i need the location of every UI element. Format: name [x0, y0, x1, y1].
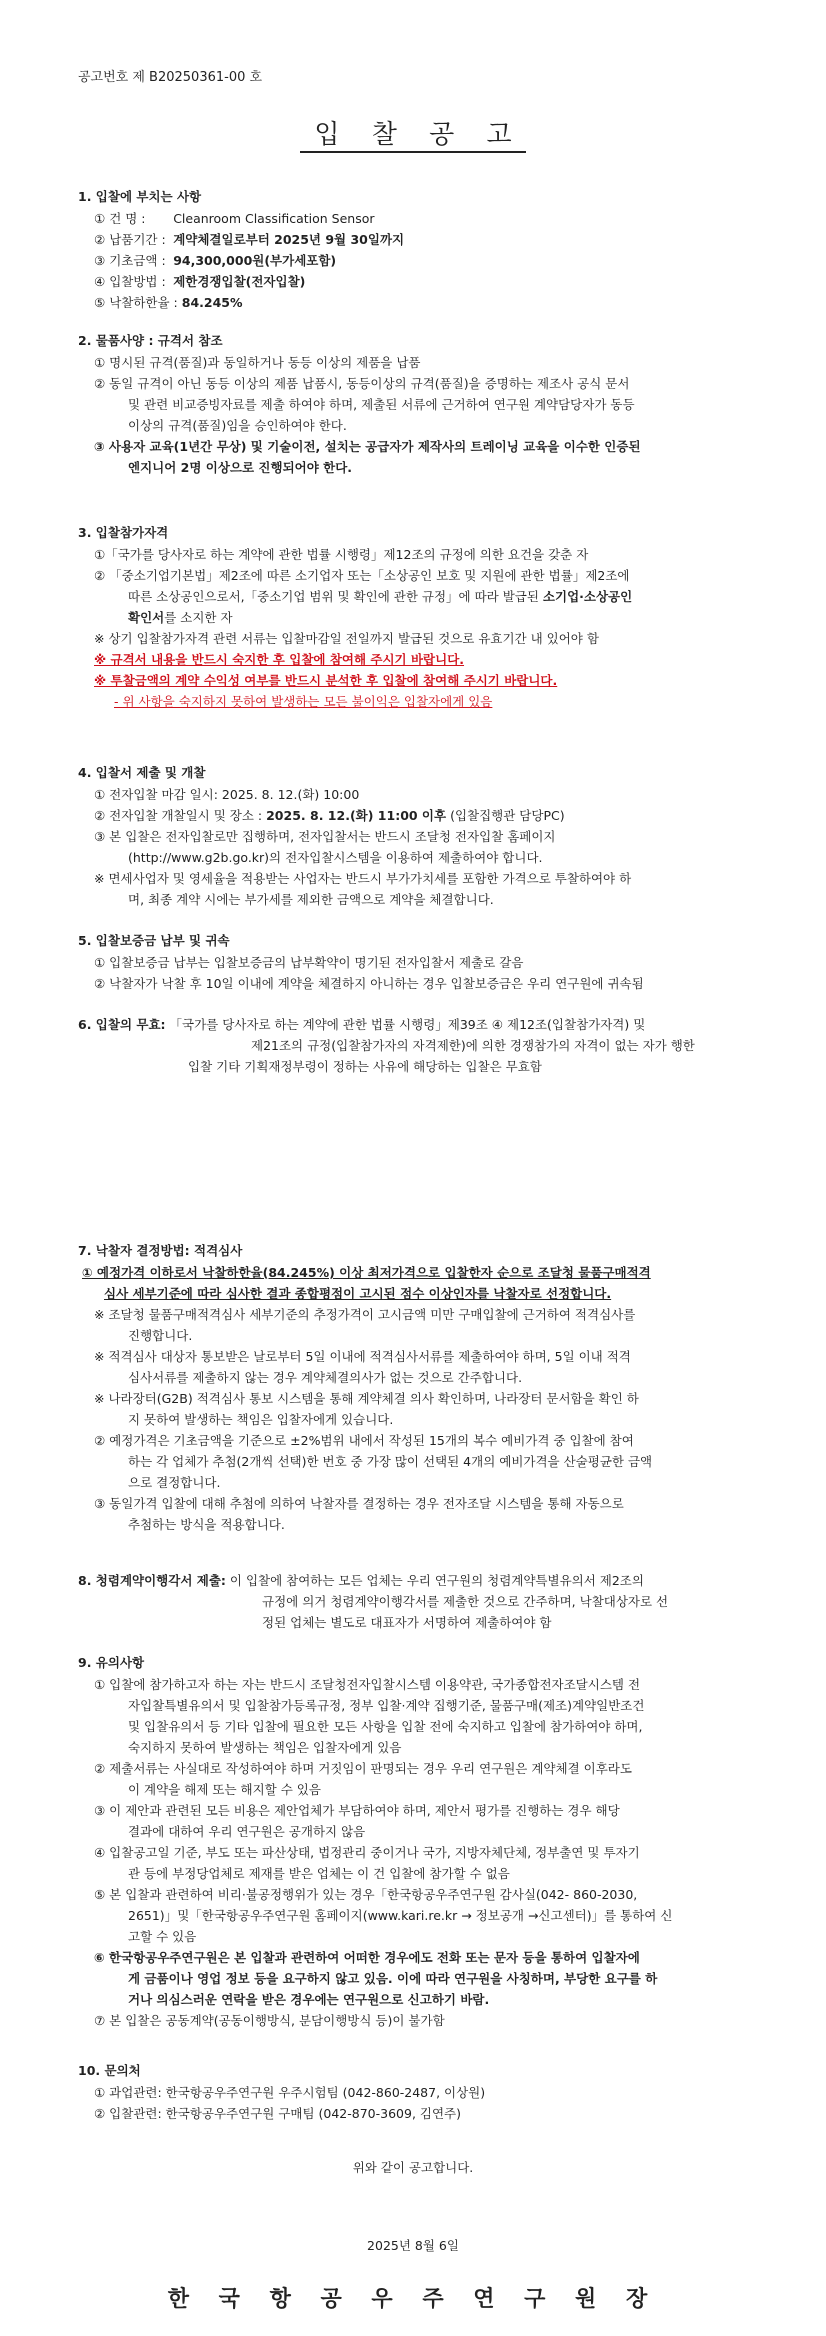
s8-line: 정된 업체는 별도로 대표자가 서명하여 제출하여야 함: [262, 1615, 552, 1630]
s9-line: 관 등에 부정당업체로 제재를 받은 업체는 이 건 입찰에 참가할 수 없음: [128, 1866, 510, 1881]
s9-line: 및 입찰유의서 등 기타 입찰에 필요한 모든 사항을 입찰 전에 숙지하고 입찰에 참가하여야 하며,: [128, 1719, 643, 1734]
section-2: [78, 330, 778, 478]
section-6: [78, 1014, 778, 1077]
s9-line: 자입찰특별유의서 및 입찰참가등록규정, 정부 입찰·계약 집행기준, 물품구매(제조)계약일반조건: [128, 1698, 645, 1713]
s7-line: ※ 나라장터(G2B) 적격심사 통보 시스템을 통해 계약체결 의사 확인하며, 나라장터 문서함을 확인 하: [94, 1391, 639, 1406]
s4-line: (http://www.g2b.go.kr)의 전자입찰시스템을 이용하여 제출하여야 합니다.: [128, 850, 543, 865]
s2-line: ③ 사용자 교육(1년간 무상) 및 기술이전, 설치는 공급자가 제작사의 트레이닝 교육을 이수한 인증된: [94, 439, 641, 454]
s8-line: 8. 청렴계약이행각서 제출: 이 입찰에 참여하는 모든 업체는 우리 연구원의 청렴계약특별유의서 제2조의: [78, 1573, 644, 1588]
notice-date: 2025년 8월 6일: [367, 2238, 459, 2253]
s7-line: 심사서류를 제출하지 않는 경우 계약체결의사가 없는 것으로 간주합니다.: [128, 1370, 523, 1385]
s8-line: 규정에 의거 청렴계약이행각서를 제출한 것으로 간주하며, 낙찰대상자로 선: [262, 1594, 669, 1609]
s2-line: ② 동일 규격이 아닌 동등 이상의 제품 납품시, 동등이상의 규격(품질)을 증명하는 제조사 공식 문서: [94, 376, 630, 391]
s7-line: ※ 적격심사 대상자 통보받은 날로부터 5일 이내에 적격심사서류를 제출하여야 하며, 5일 이내 적격: [94, 1349, 631, 1364]
s3-line: 따른 소상공인으로서,「중소기업 범위 및 확인에 관한 규정」에 따라 발급된 소기업·소상공인: [128, 589, 633, 604]
s4-line: ① 전자입찰 마감 일시: 2025. 8. 12.(화) 10:00: [94, 787, 360, 802]
s7-line: 진행합니다.: [128, 1328, 193, 1343]
section-3: [78, 522, 778, 712]
s9-line: 고할 수 있음: [128, 1929, 197, 1944]
s9-line: ② 제출서류는 사실대로 작성하여야 하며 거짓임이 판명되는 경우 우리 연구원은 계약체결 이후라도: [94, 1761, 632, 1776]
s7-line: ③ 동일가격 입찰에 대해 추첨에 의하여 낙찰자를 결정하는 경우 전자조달 시스템을 통해 자동으로: [94, 1496, 624, 1511]
s9-line: 2651)」및「한국항공우주연구원 홈페이지(www.kari.re.kr → 정보공개 →신고센터)」를 통하여 신: [128, 1908, 673, 1923]
announcement-number: 공고번호 제 B20250361-00 호: [78, 70, 263, 85]
s7-line: 으로 결정합니다.: [128, 1475, 221, 1490]
s7-line: 하는 각 업체가 추첨(2개씩 선택)한 번호 중 가장 많이 선택된 4개의 예비가격을 산술평균한 금액: [128, 1454, 653, 1469]
s9-line: ⑥ 한국항공우주연구원은 본 입찰과 관련하여 어떠한 경우에도 전화 또는 문자 등을 통하여 입찰자에: [94, 1950, 640, 1965]
s7-line: ※ 조달청 물품구매적격심사 세부기준의 추정가격이 고시금액 미만 구매입찰에 근거하여 적격심사를: [94, 1307, 636, 1322]
section-9-heading: 9. 유의사항: [78, 1655, 145, 1670]
s2-line: 및 관련 비교증빙자료를 제출 하여야 하며, 제출된 서류에 근거하여 연구원 계약담당자가 동등: [128, 397, 635, 412]
section-10: [78, 2060, 778, 2124]
section-2-heading: 2. 물품사양 : 규격서 참조: [78, 333, 223, 348]
s7-line: ① 예정가격 이하로서 낙찰하한율(84.245%) 이상 최저가격으로 입찰한자 순으로 조달청 물품구매적격: [82, 1265, 651, 1280]
s3-line: 확인서를 소지한 자: [128, 610, 233, 625]
s7-line: 지 못하여 발생하는 책임은 입찰자에게 있습니다.: [128, 1412, 394, 1427]
s4-line: ③ 본 입찰은 전자입찰로만 집행하며, 전자입찰서는 반드시 조달청 전자입찰 홈페이지: [94, 829, 556, 844]
section-1-heading: 1. 입찰에 부치는 사항: [78, 189, 202, 204]
s3-warning: ※ 규격서 내용을 반드시 숙지한 후 입찰에 참여해 주시기 바랍니다.: [94, 652, 465, 667]
s9-line: ① 입찰에 참가하고자 하는 자는 반드시 조달청전자입찰시스템 이용약관, 국가종합전자조달시스템 전: [94, 1677, 641, 1692]
section-5: [78, 930, 778, 994]
section-1: [78, 186, 778, 313]
section-9: [78, 1652, 778, 2031]
section-4-heading: 4. 입찰서 제출 및 개찰: [78, 765, 206, 780]
s7-line: 심사 세부기준에 따라 심사한 결과 종합평점이 고시된 점수 이상인자를 낙찰자로 선정합니다.: [104, 1286, 612, 1301]
section-4: [78, 762, 778, 910]
section-3-heading: 3. 입찰참가자격: [78, 525, 169, 540]
s2-line: 엔지니어 2명 이상으로 진행되어야 한다.: [128, 460, 353, 475]
s9-line: ⑤ 본 입찰과 관련하여 비리·불공정행위가 있는 경우「한국항공우주연구원 감사실(042- 860-2030,: [94, 1887, 638, 1902]
s7-line: ② 예정가격은 기초금액을 기준으로 ±2%범위 내에서 작성된 15개의 복수 예비가격 중 입찰에 참여: [94, 1433, 634, 1448]
s2-line: 이상의 규격(품질)임을 승인하여야 한다.: [128, 418, 347, 433]
s4-line: 며, 최종 계약 시에는 부가세를 제외한 금액으로 계약을 체결합니다.: [128, 892, 494, 907]
s10-line: ① 과업관련: 한국항공우주연구원 우주시험팀 (042-860-2487, 이상원): [94, 2085, 486, 2100]
s9-line: 게 금품이나 영업 정보 등을 요구하지 않고 있음. 이에 따라 연구원을 사칭하며, 부당한 요구를 하: [128, 1971, 658, 1986]
s9-line: 결과에 대하여 우리 연구원은 공개하지 않음: [128, 1824, 366, 1839]
issuer-signature: 한 국 항 공 우 주 연 구 원 장: [167, 2287, 659, 2312]
closing-text: 위와 같이 공고합니다.: [352, 2160, 474, 2175]
s3-warning: - 위 사항을 숙지하지 못하여 발생하는 모든 불이익은 입찰자에게 있음: [114, 694, 493, 709]
page-title: 입 찰 공 고: [300, 120, 525, 153]
s4-line: ② 전자입찰 개찰일시 및 장소 : 2025. 8. 12.(화) 11:00 이후 (입찰집행관 담당PC): [94, 808, 565, 823]
s10-line: ② 입찰관련: 한국항공우주연구원 구매팀 (042-870-3609, 김연주): [94, 2106, 461, 2121]
s1-item-2: ② 납품기간 : 계약체결일로부터 2025년 9월 30일까지: [94, 232, 405, 247]
section-10-heading: 10. 문의처: [78, 2063, 141, 2078]
section-8: [78, 1570, 778, 1633]
s9-line: ④ 입찰공고일 기준, 부도 또는 파산상태, 법정관리 중이거나 국가, 지방자체단체, 정부출연 및 투자기: [94, 1845, 640, 1860]
s9-line: ③ 이 제안과 관련된 모든 비용은 제안업체가 부담하여야 하며, 제안서 평가를 진행하는 경우 해당: [94, 1803, 620, 1818]
s1-item-5: ⑤ 낙찰하한율 : 84.245%: [94, 295, 243, 310]
s6-line: 제21조의 규정(입찰참가자의 자격제한)에 의한 경쟁참가의 자격이 없는 자가 행한: [251, 1038, 695, 1053]
s6-line: 입찰 기타 기획재정부령이 정하는 사유에 해당하는 입찰은 무효함: [188, 1059, 542, 1074]
s9-line: 거나 의심스러운 연락을 받은 경우에는 연구원으로 신고하기 바람.: [128, 1992, 490, 2007]
s3-line: ※ 상기 입찰참가자격 관련 서류는 입찰마감일 전일까지 발급된 것으로 유효기간 내 있어야 함: [94, 631, 599, 646]
s1-item-3: ③ 기초금액 : 94,300,000원(부가세포함): [94, 253, 337, 268]
s9-line: ⑦ 본 입찰은 공동계약(공동이행방식, 분담이행방식 등)이 불가함: [94, 2013, 445, 2028]
s5-line: ② 낙찰자가 낙찰 후 10일 이내에 계약을 체결하지 아니하는 경우 입찰보증금은 우리 연구원에 귀속됨: [94, 976, 644, 991]
s9-line: 이 계약을 해제 또는 해지할 수 있음: [128, 1782, 321, 1797]
s3-line: ①「국가를 당사자로 하는 계약에 관한 법률 시행령」제12조의 규정에 의한 요건을 갖춘 자: [94, 547, 589, 562]
s1-item-1: ① 건 명 : Cleanroom Classification Sensor: [94, 211, 375, 226]
s9-line: 숙지하지 못하여 발생하는 책임은 입찰자에게 있음: [128, 1740, 402, 1755]
s4-line: ※ 면세사업자 및 영세율을 적용받는 사업자는 반드시 부가가치세를 포함한 가격으로 투찰하여야 하: [94, 871, 632, 886]
section-7-heading: 7. 낙찰자 결정방법: 적격심사: [78, 1243, 243, 1258]
s5-line: ① 입찰보증금 납부는 입찰보증금의 납부확약이 명기된 전자입찰서 제출로 갈음: [94, 955, 524, 970]
s3-warning: ※ 투찰금액의 계약 수익성 여부를 반드시 분석한 후 입찰에 참여해 주시기 바랍니다.: [94, 673, 558, 688]
s6-line: 6. 입찰의 무효: 「국가를 당사자로 하는 계약에 관한 법률 시행령」제39조 ④ 제12조(입찰참가자격) 및: [78, 1017, 646, 1032]
s2-line: ① 명시된 규격(품질)과 동일하거나 동등 이상의 제품을 납품: [94, 355, 421, 370]
section-5-heading: 5. 입찰보증금 납부 및 귀속: [78, 933, 230, 948]
s7-line: 추첨하는 방식을 적용합니다.: [128, 1517, 285, 1532]
s1-item-4: ④ 입찰방법 : 제한경쟁입찰(전자입찰): [94, 274, 306, 289]
section-7: [78, 1240, 778, 1535]
s3-line: ② 「중소기업기본법」제2조에 따른 소기업자 또는「소상공인 보호 및 지원에 관한 법률」제2조에: [94, 568, 630, 583]
